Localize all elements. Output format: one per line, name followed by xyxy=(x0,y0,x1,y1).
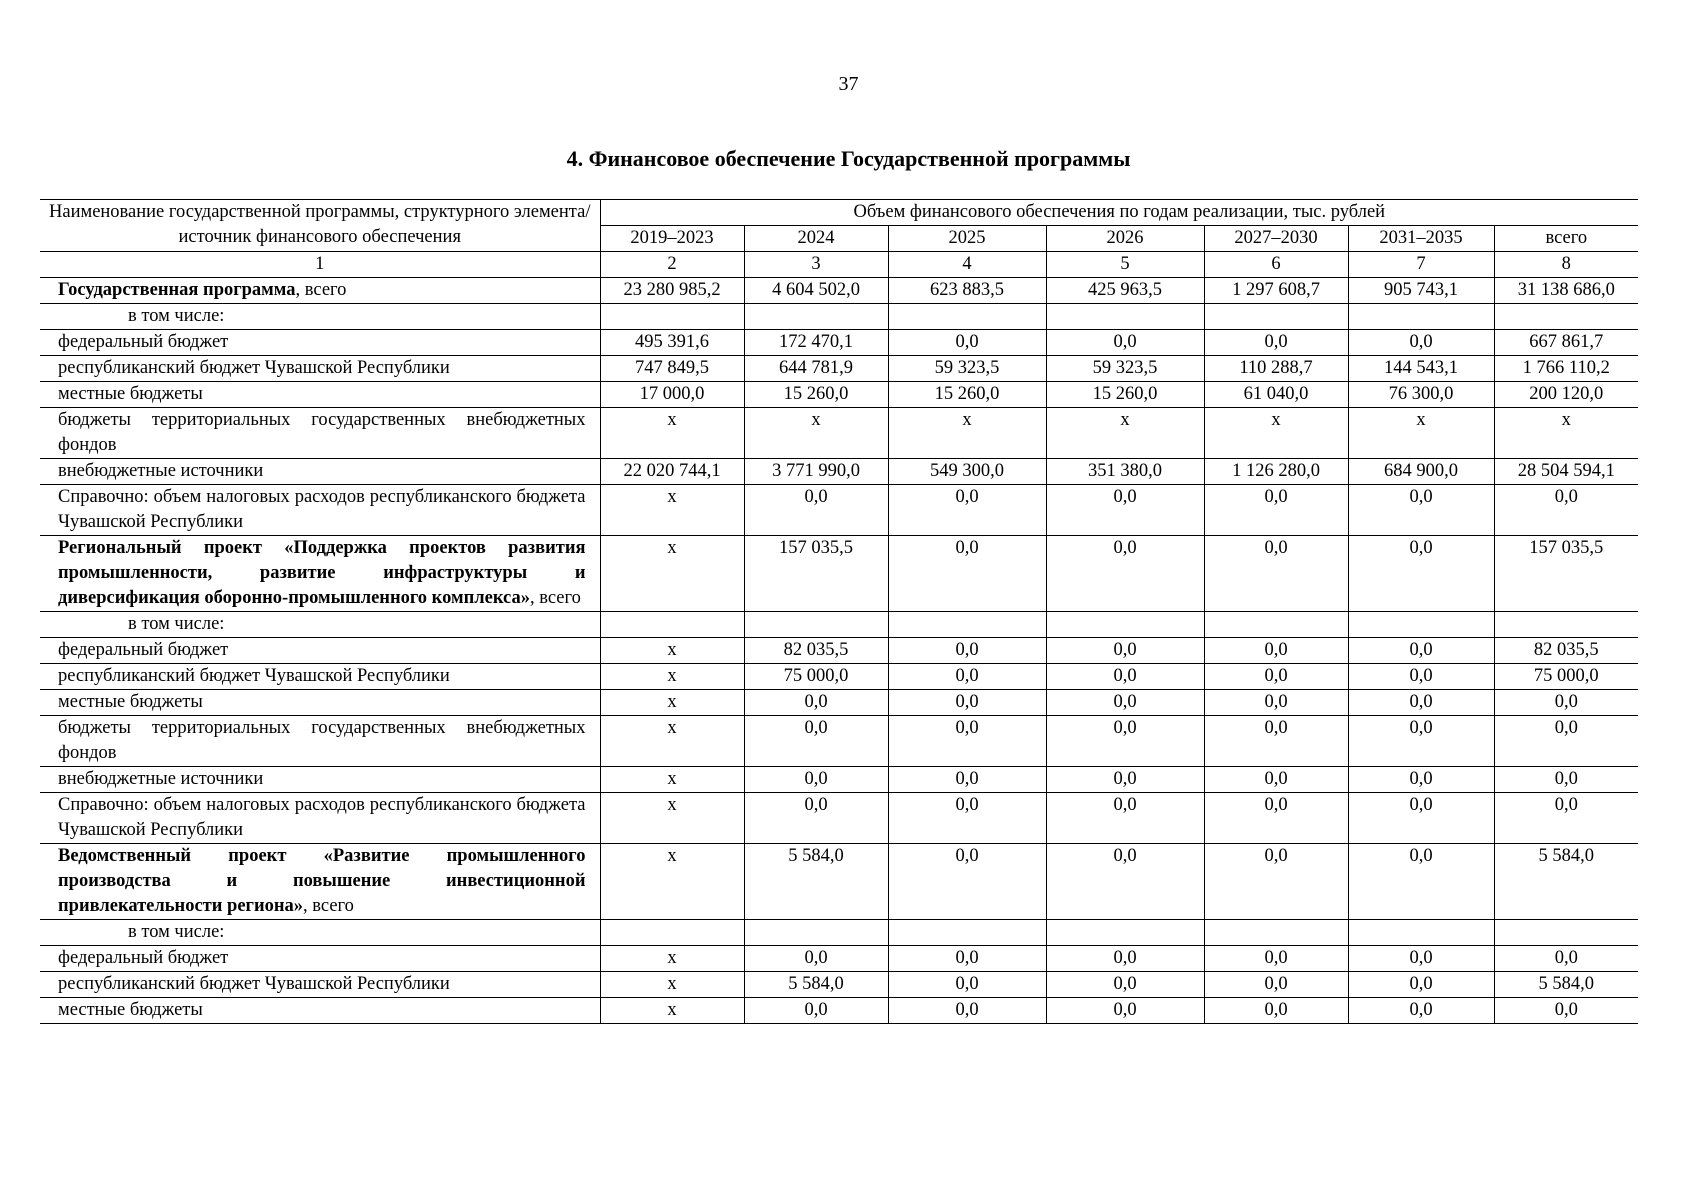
table-row xyxy=(40,690,1638,716)
value-cell: 0,0 xyxy=(1348,946,1494,972)
value-cell: 15 260,0 xyxy=(744,382,888,408)
row-name-cell: федеральный бюджет xyxy=(40,946,600,972)
row-name-suffix: , всего xyxy=(303,896,354,916)
value-cell: 23 280 985,2 xyxy=(600,278,744,304)
value-cell: 0,0 xyxy=(1348,536,1494,612)
value-cell: 0,0 xyxy=(1046,946,1204,972)
value-cell: 157 035,5 xyxy=(744,536,888,612)
row-name-cell: республиканский бюджет Чувашской Республики xyxy=(40,664,600,690)
empty-cell xyxy=(1494,612,1638,638)
header-period-cell: 2031–2035 xyxy=(1348,226,1494,252)
section-title: 4. Финансовое обеспечение Государственной программы xyxy=(566,146,1131,171)
row-name-cell: местные бюджеты xyxy=(40,382,600,408)
header-period-cell: 2019–2023 xyxy=(600,226,744,252)
value-cell: 0,0 xyxy=(888,844,1046,920)
table-row xyxy=(40,664,1638,690)
value-cell: x xyxy=(600,946,744,972)
table-row xyxy=(40,356,1638,382)
value-cell: 351 380,0 xyxy=(1046,459,1204,485)
value-cell: 59 323,5 xyxy=(888,356,1046,382)
row-name-suffix: , всего xyxy=(295,280,347,300)
value-cell: 0,0 xyxy=(1046,998,1204,1024)
value-cell: 5 584,0 xyxy=(1494,972,1638,998)
value-cell: 0,0 xyxy=(1494,946,1638,972)
column-number-cell: 4 xyxy=(888,252,1046,278)
value-cell: 5 584,0 xyxy=(1494,844,1638,920)
subheading-cell: в том числе: xyxy=(40,920,600,946)
value-cell: 0,0 xyxy=(1204,767,1348,793)
value-cell: 31 138 686,0 xyxy=(1494,278,1638,304)
value-cell: 17 000,0 xyxy=(600,382,744,408)
value-cell: 0,0 xyxy=(1494,998,1638,1024)
row-name-cell: Справочно: объем налоговых расходов республиканского бюджета Чувашской Республики xyxy=(40,793,600,844)
value-cell: 1 766 110,2 xyxy=(1494,356,1638,382)
table-row xyxy=(40,612,1638,638)
value-cell: 0,0 xyxy=(1046,330,1204,356)
value-cell: 644 781,9 xyxy=(744,356,888,382)
value-cell: 0,0 xyxy=(1348,844,1494,920)
value-cell: 0,0 xyxy=(1348,330,1494,356)
column-number-cell: 5 xyxy=(1046,252,1204,278)
column-number-cell: 1 xyxy=(40,252,600,278)
value-cell: 0,0 xyxy=(1046,638,1204,664)
value-cell: 0,0 xyxy=(1046,536,1204,612)
empty-cell xyxy=(1204,612,1348,638)
value-cell: 76 300,0 xyxy=(1348,382,1494,408)
empty-cell xyxy=(744,612,888,638)
value-cell: 144 543,1 xyxy=(1348,356,1494,382)
empty-cell xyxy=(744,304,888,330)
value-cell: 747 849,5 xyxy=(600,356,744,382)
value-cell: x xyxy=(600,536,744,612)
value-cell: x xyxy=(600,638,744,664)
value-cell: x xyxy=(600,716,744,767)
row-name-cell: республиканский бюджет Чувашской Республики xyxy=(40,356,600,382)
value-cell: x xyxy=(600,664,744,690)
empty-cell xyxy=(888,920,1046,946)
value-cell: 0,0 xyxy=(888,946,1046,972)
table-row xyxy=(40,304,1638,330)
empty-cell xyxy=(1204,304,1348,330)
table-row xyxy=(40,793,1638,844)
value-cell: 82 035,5 xyxy=(744,638,888,664)
column-number-cell: 6 xyxy=(1204,252,1348,278)
empty-cell xyxy=(744,920,888,946)
value-cell: x xyxy=(600,767,744,793)
value-cell: x xyxy=(600,793,744,844)
value-cell: 0,0 xyxy=(1204,844,1348,920)
value-cell: x xyxy=(744,408,888,459)
empty-cell xyxy=(600,612,744,638)
value-cell: 5 584,0 xyxy=(744,972,888,998)
value-cell: 0,0 xyxy=(1494,793,1638,844)
subheading-cell: в том числе: xyxy=(40,304,600,330)
table-row xyxy=(40,716,1638,767)
row-name-cell: республиканский бюджет Чувашской Республики xyxy=(40,972,600,998)
column-number-cell: 8 xyxy=(1494,252,1638,278)
row-name-cell: бюджеты территориальных государственных внебюджетных фондов xyxy=(40,716,600,767)
empty-cell xyxy=(888,304,1046,330)
value-cell: 5 584,0 xyxy=(744,844,888,920)
row-name-cell: внебюджетные источники xyxy=(40,459,600,485)
row-name-suffix: , всего xyxy=(529,588,581,608)
table-row xyxy=(40,638,1638,664)
empty-cell xyxy=(1348,612,1494,638)
value-cell: 0,0 xyxy=(1046,716,1204,767)
value-cell: 0,0 xyxy=(888,690,1046,716)
value-cell: 0,0 xyxy=(1204,690,1348,716)
header-volume-cell: Объем финансового обеспечения по годам реализации, тыс. рублей xyxy=(600,200,1638,226)
empty-cell xyxy=(888,612,1046,638)
value-cell: 0,0 xyxy=(1046,767,1204,793)
value-cell: 425 963,5 xyxy=(1046,278,1204,304)
value-cell: 0,0 xyxy=(1204,946,1348,972)
row-name-cell: федеральный бюджет xyxy=(40,330,600,356)
value-cell: 0,0 xyxy=(744,716,888,767)
header-period-cell: всего xyxy=(1494,226,1638,252)
table-row xyxy=(40,278,1638,304)
value-cell: 0,0 xyxy=(1204,536,1348,612)
empty-cell xyxy=(1046,612,1204,638)
value-cell: 75 000,0 xyxy=(744,664,888,690)
value-cell: 0,0 xyxy=(1494,716,1638,767)
value-cell: 0,0 xyxy=(1494,690,1638,716)
table-row xyxy=(40,920,1638,946)
value-cell: 0,0 xyxy=(1204,716,1348,767)
value-cell: 0,0 xyxy=(888,972,1046,998)
empty-cell xyxy=(1348,304,1494,330)
value-cell: 0,0 xyxy=(1348,998,1494,1024)
value-cell: 684 900,0 xyxy=(1348,459,1494,485)
value-cell: 905 743,1 xyxy=(1348,278,1494,304)
value-cell: 15 260,0 xyxy=(888,382,1046,408)
value-cell: 0,0 xyxy=(1348,690,1494,716)
row-name-bold: Региональный проект «Поддержка проектов развития промышленности, развитие инфраструктуры и диверсификация оборонно-промышленного комплекса» xyxy=(58,538,586,608)
table-row xyxy=(40,998,1638,1024)
value-cell: 0,0 xyxy=(1046,793,1204,844)
value-cell: 0,0 xyxy=(1494,485,1638,536)
empty-cell xyxy=(1046,304,1204,330)
row-name-cell: местные бюджеты xyxy=(40,998,600,1024)
value-cell: 61 040,0 xyxy=(1204,382,1348,408)
value-cell: x xyxy=(1046,408,1204,459)
value-cell: 0,0 xyxy=(744,793,888,844)
value-cell: 0,0 xyxy=(1204,330,1348,356)
value-cell: 110 288,7 xyxy=(1204,356,1348,382)
row-name-cell: бюджеты территориальных государственных внебюджетных фондов xyxy=(40,408,600,459)
table-row xyxy=(40,459,1638,485)
value-cell: 0,0 xyxy=(744,767,888,793)
empty-cell xyxy=(1204,920,1348,946)
empty-cell xyxy=(600,304,744,330)
table-row xyxy=(40,382,1638,408)
table-row xyxy=(40,972,1638,998)
value-cell: 495 391,6 xyxy=(600,330,744,356)
column-number-cell: 7 xyxy=(1348,252,1494,278)
value-cell: 59 323,5 xyxy=(1046,356,1204,382)
value-cell: 82 035,5 xyxy=(1494,638,1638,664)
header-period-cell: 2024 xyxy=(744,226,888,252)
value-cell: x xyxy=(600,408,744,459)
value-cell: 623 883,5 xyxy=(888,278,1046,304)
value-cell: x xyxy=(600,485,744,536)
value-cell: 0,0 xyxy=(888,793,1046,844)
table-row xyxy=(40,844,1638,920)
empty-cell xyxy=(1494,304,1638,330)
value-cell: 0,0 xyxy=(1046,844,1204,920)
table-row xyxy=(40,946,1638,972)
value-cell: x xyxy=(1494,408,1638,459)
row-name-cell xyxy=(40,536,600,612)
value-cell: x xyxy=(600,844,744,920)
value-cell: 0,0 xyxy=(888,536,1046,612)
empty-cell xyxy=(1348,920,1494,946)
row-name-cell: местные бюджеты xyxy=(40,690,600,716)
value-cell: 0,0 xyxy=(1348,716,1494,767)
header-period-cell: 2026 xyxy=(1046,226,1204,252)
column-number-cell: 3 xyxy=(744,252,888,278)
value-cell: 549 300,0 xyxy=(888,459,1046,485)
header-period-cell: 2025 xyxy=(888,226,1046,252)
value-cell: 0,0 xyxy=(1046,485,1204,536)
table-row xyxy=(40,485,1638,536)
value-cell: 667 861,7 xyxy=(1494,330,1638,356)
value-cell: 0,0 xyxy=(888,998,1046,1024)
value-cell: 1 297 608,7 xyxy=(1204,278,1348,304)
value-cell: 0,0 xyxy=(1494,767,1638,793)
row-name-cell: федеральный бюджет xyxy=(40,638,600,664)
page-number: 37 xyxy=(838,73,859,95)
empty-cell xyxy=(1494,920,1638,946)
value-cell: 0,0 xyxy=(888,485,1046,536)
value-cell: 0,0 xyxy=(1204,998,1348,1024)
value-cell: 28 504 594,1 xyxy=(1494,459,1638,485)
value-cell: 0,0 xyxy=(1204,638,1348,664)
value-cell: x xyxy=(1204,408,1348,459)
value-cell: x xyxy=(600,690,744,716)
value-cell: 0,0 xyxy=(1046,690,1204,716)
value-cell: 15 260,0 xyxy=(1046,382,1204,408)
row-name-bold: Ведомственный проект «Развитие промышленного производства и повышение инвестиционной привлекательности региона» xyxy=(58,846,586,916)
value-cell: 0,0 xyxy=(1204,485,1348,536)
value-cell: 0,0 xyxy=(1204,664,1348,690)
value-cell: 1 126 280,0 xyxy=(1204,459,1348,485)
row-name-cell xyxy=(40,844,600,920)
table-row xyxy=(40,408,1638,459)
value-cell: 0,0 xyxy=(888,716,1046,767)
value-cell: 3 771 990,0 xyxy=(744,459,888,485)
empty-cell xyxy=(1046,920,1204,946)
value-cell: x xyxy=(1348,408,1494,459)
value-cell: 0,0 xyxy=(1348,793,1494,844)
value-cell: 0,0 xyxy=(1348,485,1494,536)
row-name-cell xyxy=(40,278,600,304)
column-number-cell: 2 xyxy=(600,252,744,278)
value-cell: 75 000,0 xyxy=(1494,664,1638,690)
value-cell: 0,0 xyxy=(744,485,888,536)
value-cell: x xyxy=(888,408,1046,459)
row-name-cell: внебюджетные источники xyxy=(40,767,600,793)
value-cell: 0,0 xyxy=(1348,638,1494,664)
subheading-cell: в том числе: xyxy=(40,612,600,638)
value-cell: 0,0 xyxy=(1348,767,1494,793)
value-cell: 0,0 xyxy=(744,690,888,716)
empty-cell xyxy=(600,920,744,946)
value-cell: x xyxy=(600,972,744,998)
value-cell: 0,0 xyxy=(888,638,1046,664)
value-cell: 157 035,5 xyxy=(1494,536,1638,612)
header-period-cell: 2027–2030 xyxy=(1204,226,1348,252)
value-cell: 172 470,1 xyxy=(744,330,888,356)
value-cell: 0,0 xyxy=(744,998,888,1024)
value-cell: 0,0 xyxy=(1204,793,1348,844)
value-cell: 0,0 xyxy=(1046,664,1204,690)
row-name-bold: Государственная программа xyxy=(58,280,296,300)
value-cell: 22 020 744,1 xyxy=(600,459,744,485)
header-name-cell: Наименование государственной программы, структурного элемента/источник финансового обеспечения xyxy=(40,200,600,252)
value-cell: 200 120,0 xyxy=(1494,382,1638,408)
value-cell: 0,0 xyxy=(744,946,888,972)
table-row xyxy=(40,767,1638,793)
value-cell: x xyxy=(600,998,744,1024)
row-name-cell: Справочно: объем налоговых расходов республиканского бюджета Чувашской Республики xyxy=(40,485,600,536)
value-cell: 0,0 xyxy=(1046,972,1204,998)
value-cell: 0,0 xyxy=(1348,972,1494,998)
value-cell: 0,0 xyxy=(888,767,1046,793)
value-cell: 0,0 xyxy=(1204,972,1348,998)
value-cell: 0,0 xyxy=(888,664,1046,690)
table-row xyxy=(40,536,1638,612)
value-cell: 0,0 xyxy=(1348,664,1494,690)
table-row xyxy=(40,330,1638,356)
value-cell: 4 604 502,0 xyxy=(744,278,888,304)
value-cell: 0,0 xyxy=(888,330,1046,356)
financing-table xyxy=(40,199,1638,1024)
